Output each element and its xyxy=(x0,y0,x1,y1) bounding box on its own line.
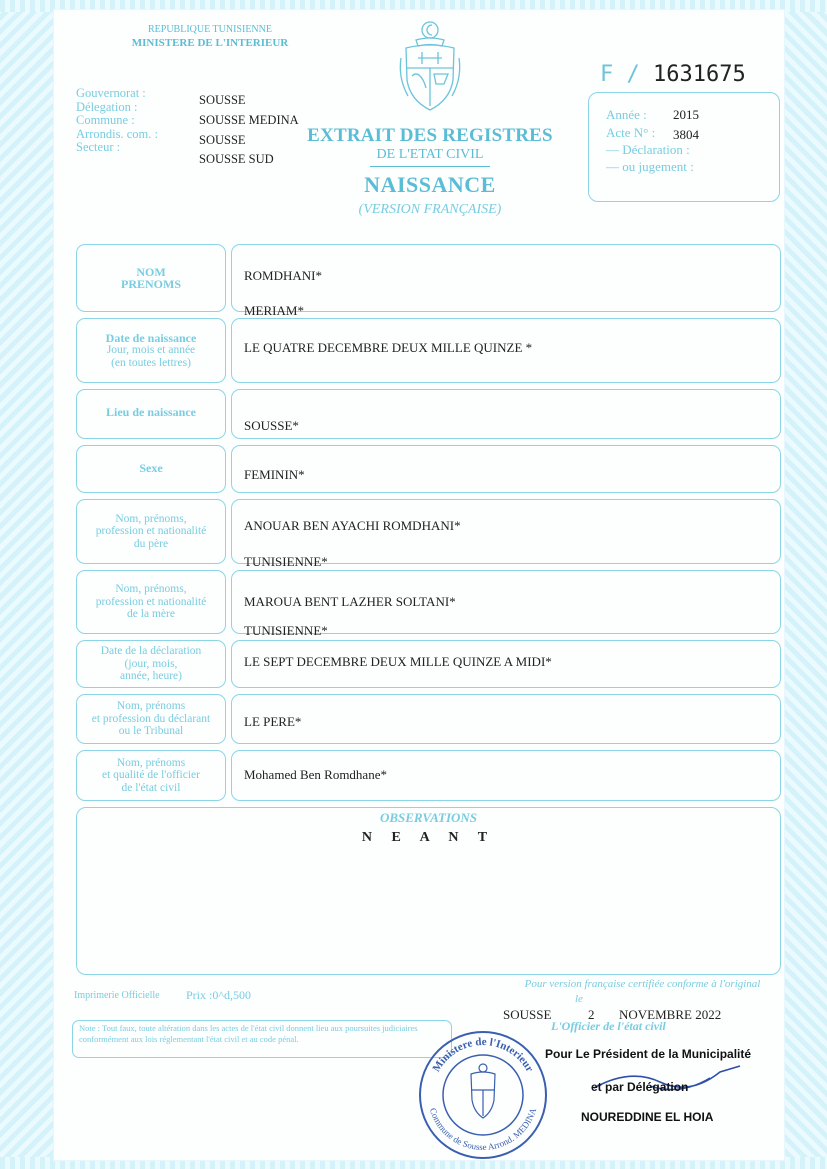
signer-name: NOUREDDINE EL HOIA xyxy=(581,1110,714,1124)
mere-nationality: TUNISIENNE* xyxy=(244,623,328,638)
president-line: Pour Le Président de la Municipalité xyxy=(545,1047,752,1061)
pere-label-2: profession et nationalité xyxy=(95,525,207,538)
lieu-value: SOUSSE* xyxy=(244,418,299,433)
certification-text: Pour version française certifiée conforme à l'original xyxy=(524,978,761,990)
serial-value: 1631675 xyxy=(653,62,746,87)
declaration-label: — Déclaration : xyxy=(606,142,690,157)
nom-value: ROMDHANI* xyxy=(244,268,322,283)
delegation-value: SOUSSE MEDINA xyxy=(199,112,299,127)
sexe-value: FEMININ* xyxy=(244,467,305,482)
document-subtitle: DE L'ETAT CIVIL xyxy=(376,147,484,162)
declarant-value: LE PERE* xyxy=(244,714,302,729)
declaration-date-label-box xyxy=(76,640,226,688)
officier-label-2: et qualité de l'officier xyxy=(102,769,200,782)
dob-value: LE QUATRE DECEMBRE DEUX MILLE QUINZE * xyxy=(244,340,533,355)
acte-value: 3804 xyxy=(673,127,699,142)
legal-note: Note : Tout faux, toute altération dans les actes de l'état civil donnent lieu aux poursuites judiciaires conformément aux lois réglementant l'état civil et au code pénal. xyxy=(72,1020,452,1058)
commune-value: SOUSSE xyxy=(199,132,246,147)
title-divider xyxy=(370,166,490,167)
sexe-label-box xyxy=(76,445,226,493)
ministry-heading: MINISTERE DE L'INTERIEUR xyxy=(131,37,289,49)
pere-label-box xyxy=(76,499,226,564)
jugement-label: — ou jugement : xyxy=(606,159,694,174)
republic-heading: REPUBLIQUE TUNISIENNE xyxy=(148,24,272,35)
observations-label: OBSERVATIONS xyxy=(379,810,478,825)
delegation-line: et par Délégation xyxy=(591,1080,689,1094)
mere-label-1: Nom, prénoms, xyxy=(115,583,187,596)
pere-label-1: Nom, prénoms, xyxy=(115,512,187,525)
officer-title: L'Officier de l'état civil xyxy=(551,1019,666,1033)
gouvernorat-label: Gouvernorat : xyxy=(76,86,146,100)
version-label: (VERSION FRANÇAISE) xyxy=(358,202,502,217)
admin-labels xyxy=(76,87,158,155)
dob-label-box xyxy=(76,318,226,383)
certification-le: le xyxy=(575,993,583,1005)
pere-value: ANOUAR BEN AYACHI ROMDHANI* xyxy=(244,518,461,533)
declarant-label-box xyxy=(76,694,226,744)
commune-label: Commune : xyxy=(76,113,135,128)
declarant-label-3: ou le Tribunal xyxy=(118,725,184,738)
pere-label-3: du père xyxy=(133,537,169,550)
declarant-label-1: Nom, prénoms xyxy=(116,700,186,713)
issue-place: SOUSSE xyxy=(503,1007,552,1022)
sexe-value-box xyxy=(231,445,781,493)
officier-value: Mohamed Ben Romdhane* xyxy=(244,767,387,782)
issue-day: 2 xyxy=(588,1007,595,1022)
observations-value: N E A N T xyxy=(361,830,496,845)
serial-prefix: F / xyxy=(600,62,640,87)
mere-value: MAROUA BENT LAZHER SOLTANI* xyxy=(244,594,456,609)
lieu-label-box xyxy=(76,389,226,439)
gouvernorat-value: SOUSSE xyxy=(199,93,246,107)
mere-label-box xyxy=(76,570,226,634)
admin-values xyxy=(199,91,299,170)
officier-label-3: de l'état civil xyxy=(121,781,181,794)
dob-sublabel-2: (en toutes lettres) xyxy=(111,356,191,369)
imprimerie-label: Imprimerie Officielle xyxy=(74,990,160,1001)
serial-number xyxy=(600,62,746,87)
secteur-value: SOUSSE SUD xyxy=(199,152,274,167)
price-label: Prix :0^d,500 xyxy=(186,988,251,1002)
acte-label: Acte N° : xyxy=(606,125,656,140)
stamp-top-text: Ministere de l'Interieur xyxy=(430,1035,536,1075)
nom-label: NOM xyxy=(136,264,166,279)
annee-label: Année : xyxy=(606,107,647,122)
official-stamp-icon xyxy=(416,1028,550,1162)
document-title: EXTRAIT DES REGISTRES xyxy=(307,125,553,146)
side-microprint xyxy=(56,860,70,970)
declarant-label-2: et profession du déclarant xyxy=(91,712,211,725)
officier-label-1: Nom, prénoms xyxy=(116,756,186,769)
coat-of-arms-icon xyxy=(398,18,462,114)
declarant-value-box xyxy=(231,694,781,744)
lieu-label: Lieu de naissance xyxy=(105,405,196,419)
secteur-label: Secteur : xyxy=(76,140,121,155)
officier-label-box xyxy=(76,750,226,801)
delegation-label: Délegation : xyxy=(76,99,138,114)
lieu-value-box xyxy=(231,389,781,439)
stamp-bottom-text: Commune de Sousse Arrond. MEDINA xyxy=(427,1106,539,1153)
mere-label-2: profession et nationalité xyxy=(95,595,207,608)
declaration-date-value: LE SEPT DECEMBRE DEUX MILLE QUINZE A MIDI* xyxy=(244,654,552,669)
declaration-date-label-2: (jour, mois, xyxy=(124,657,178,670)
issue-month-year: NOVEMBRE 2022 xyxy=(619,1007,722,1022)
declaration-date-label-3: année, heure) xyxy=(120,670,182,683)
pere-nationality: TUNISIENNE* xyxy=(244,554,328,569)
dob-sublabel: Jour, mois et année xyxy=(106,344,196,357)
sexe-label: Sexe xyxy=(139,461,163,475)
prenoms-label: PRENOMS xyxy=(121,277,181,291)
prenom-value: MERIAM* xyxy=(244,303,304,318)
declaration-date-label-1: Date de la déclaration xyxy=(100,645,202,658)
dob-label: Date de naissance xyxy=(105,330,197,345)
guilloche-border-left xyxy=(0,0,62,1169)
arrondissement-label: Arrondis. com. : xyxy=(76,126,158,141)
record-type: NAISSANCE xyxy=(364,172,496,197)
mere-label-3: de la mère xyxy=(127,608,175,621)
annee-value: 2015 xyxy=(673,107,699,122)
nom-prenoms-label-box xyxy=(76,244,226,312)
